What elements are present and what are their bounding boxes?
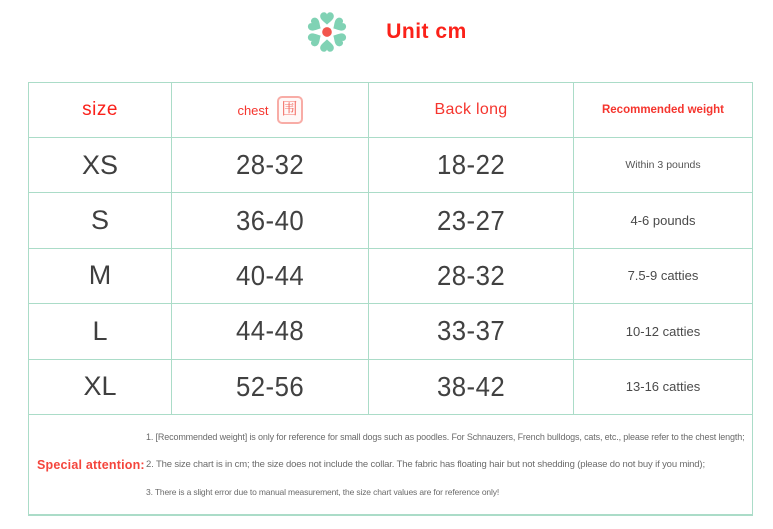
cell-value: 44-48 [235,315,305,347]
size-chart-table [29,83,752,415]
cell-value: 28-32 [436,259,506,291]
cell-value: 18-22 [436,149,506,181]
table-row-s-size: S [29,193,172,248]
table-row-s-back-long [369,193,574,248]
girth-stamp-icon: 围 [277,96,303,124]
note-item: 2. The size chart is in cm; the size does not include the collar. The fabric has floating hair but not shedding (please do not buy if you mind); [146,459,705,471]
cell-value: 23-27 [436,204,506,236]
cell-value: 28-32 [235,149,305,181]
column-header-size: size [29,83,172,138]
column-header-chest [172,83,369,138]
table-row-l-weight: 10-12 catties [574,304,752,359]
cell-value: 52-56 [235,370,305,402]
table-row-xs-back-long [369,138,574,193]
flower-icon [306,11,348,53]
table-row-m-back-long [369,249,574,304]
table-row-xs-chest [172,138,369,193]
table-row-l-chest [172,304,369,359]
table-row-s-chest [172,193,369,248]
table-row-xl-weight: 13-16 catties [574,360,752,415]
column-header-back-long: Back long [369,83,574,138]
table-row-xs-size: XS [29,138,172,193]
table-row-m-size: M [29,249,172,304]
unit-label: Unit cm [386,20,467,43]
table-row-xl-size: XL [29,360,172,415]
cell-value: 40-44 [235,259,305,291]
table-row-l-back-long [369,304,574,359]
table-row-l-size: L [29,304,172,359]
column-header-chest-label: chest [237,102,269,118]
size-chart-board [28,82,753,516]
notes-list [146,432,744,497]
cell-value: 33-37 [436,315,506,347]
table-row-xs-weight: Within 3 pounds [574,138,752,193]
cell-value: 38-42 [436,370,506,402]
table-row-m-weight: 7.5-9 catties [574,249,752,304]
table-row-xl-back-long [369,360,574,415]
column-header-recommended-weight: Recommended weight [574,83,752,138]
page-header [0,6,773,58]
note-item: 3. There is a slight error due to manual measurement, the size chart values are for reference only! [146,487,500,498]
table-row-xl-chest [172,360,369,415]
table-row-m-chest [172,249,369,304]
note-item: 1. [Recommended weight] is only for reference for small dogs such as poodles. For Schnauzers, French bulldogs, cats, etc., please refer to the chest length; [146,432,745,443]
special-attention-title: Special attention: [37,457,145,472]
special-attention-section [29,415,752,515]
table-row-s-weight: 4-6 pounds [574,193,752,248]
cell-value: 36-40 [235,204,305,236]
